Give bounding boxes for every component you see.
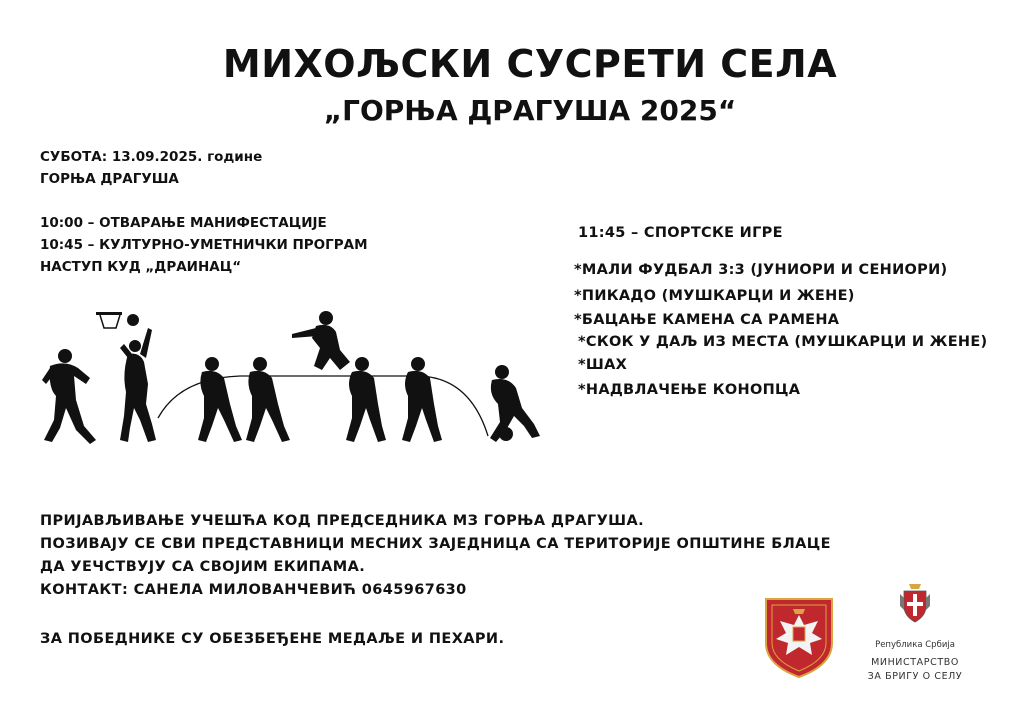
poster-title: МИХОЉСКИ СУСРЕТИ СЕЛА [222, 42, 838, 86]
sport-item: *НАДВЛАЧЕЊЕ КОНОПЦА [578, 382, 801, 398]
contact-line: КОНТАКТ: САНЕЛА МИЛОВАНЧЕВИЋ 0645967630 [40, 582, 467, 598]
blace-coat-of-arms-icon [764, 597, 834, 679]
event-info [40, 146, 368, 278]
info-line: ПОЗИВАЈУ СЕ СВИ ПРЕДСТАВНИЦИ МЕСНИХ ЗАЈЕДНИЦА СА ТЕРИТОРИЈЕ ОПШТИНЕ БЛАЦЕ [40, 536, 831, 552]
program-item: НАСТУП КУД „ДРАИНАЦ“ [40, 259, 242, 275]
ministry-name-line2: ЗА БРИГУ О СЕЛУ [867, 671, 963, 682]
sports-heading: 11:45 – СПОРТСКЕ ИГРЕ [578, 225, 783, 241]
ministry-name-line1: МИНИСТАРСТВО [871, 657, 959, 668]
sport-item: *СКОК У ДАЉ ИЗ МЕСТА (МУШКАРЦИ И ЖЕНЕ) [578, 334, 988, 350]
country-name: Република Србија [875, 640, 955, 650]
sport-silhouettes-illustration [40, 308, 550, 448]
sport-item: *ШАХ [578, 357, 628, 373]
serbia-coat-of-arms-icon [898, 582, 932, 626]
event-date: СУБОТА: 13.09.2025. године [40, 149, 263, 165]
info-line: ПРИЈАВЉИВАЊЕ УЧЕШЋА КОД ПРЕДСЕДНИКА МЗ ГОРЊА ДРАГУША. [40, 513, 644, 529]
registration-info [40, 510, 831, 602]
prizes-line: ЗА ПОБЕДНИКЕ СУ ОБЕЗБЕЂЕНЕ МЕДАЉЕ И ПЕХАРИ. [40, 631, 505, 647]
program-item: 10:00 – ОТВАРАЊЕ МАНИФЕСТАЦИЈЕ [40, 215, 327, 231]
sport-item: *БАЦАЊЕ КАМЕНА СА РАМЕНА [574, 312, 840, 328]
ministry-label [860, 640, 970, 684]
sport-item: *ПИКАДО (МУШКАРЦИ И ЖЕНЕ) [574, 288, 855, 304]
sport-item: *МАЛИ ФУДБАЛ 3:3 (ЈУНИОРИ И СЕНИОРИ) [574, 262, 948, 278]
program-item: 10:45 – КУЛТУРНО-УМЕТНИЧКИ ПРОГРАМ [40, 237, 368, 253]
info-line: ДА УЕЧСТВУЈУ СА СВОЈИМ ЕКИПАМА. [40, 559, 366, 575]
event-place: ГОРЊА ДРАГУША [40, 171, 179, 187]
poster-subtitle: „ГОРЊА ДРАГУША 2025“ [323, 94, 737, 127]
